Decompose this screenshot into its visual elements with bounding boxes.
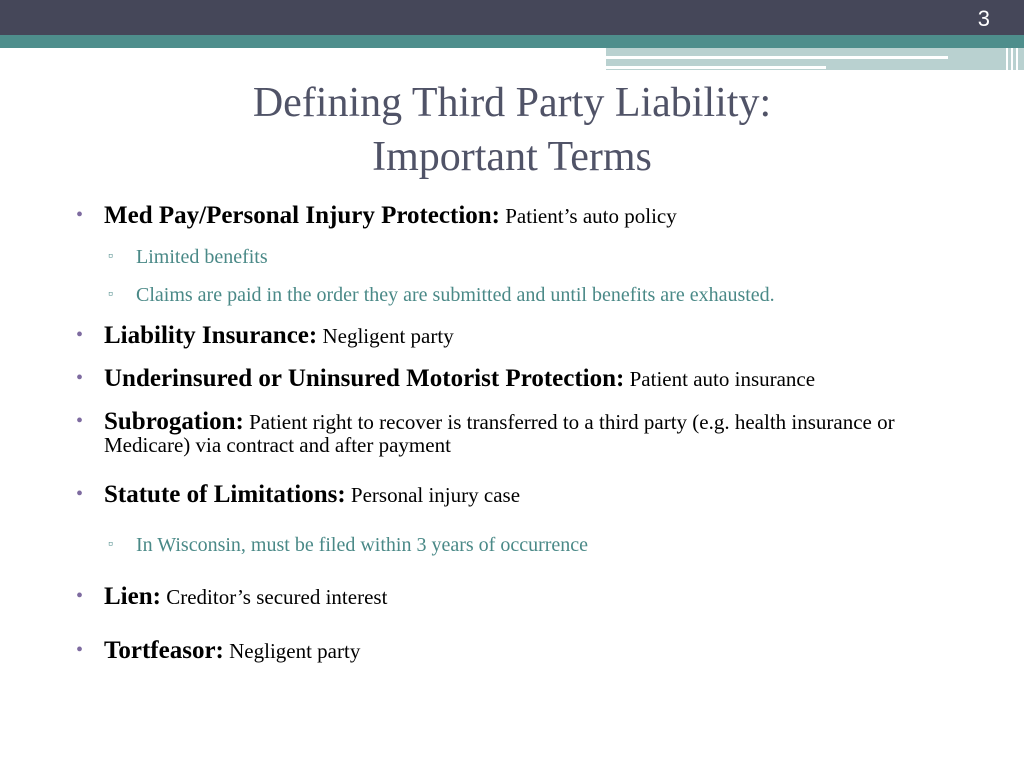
bullet-text: Negligent party [229,639,361,663]
bullet-text: Patient right to recover is transferred to a third party (e.g. health insurance or Medicare) via contract and after payment [104,410,895,457]
bullet-term: Tortfeasor: [104,637,224,664]
bullet-list [76,204,946,663]
bullet-lien [76,585,946,609]
header-teal-band [0,35,1024,48]
bullet-term: Underinsured or Uninsured Motorist Protection: [104,365,625,392]
bullet-marker: • [76,324,84,346]
bullet-marker: • [76,410,84,432]
header-stripe [1006,48,1008,70]
bullet-term: Statute of Limitations: [104,481,346,508]
bullet-term: Subrogation: [104,408,244,435]
bullet-term: Liability Insurance: [104,322,318,349]
header-accent-line [606,56,948,59]
sub-bullet-marker: ▫ [108,537,113,552]
slide-title-line-1: Defining Third Party Liability: [252,80,772,126]
bullet-marker: • [76,204,84,226]
bullet-liability-insurance [76,324,946,348]
bullet-statute-of-limitations [76,483,946,507]
bullet-term: Lien: [104,583,161,610]
bullet-marker: • [76,367,84,389]
bullet-tortfeasor [76,639,946,663]
sub-bullet-wisconsin [76,533,946,557]
slide-title [0,76,1024,184]
bullet-text: Patient’s auto policy [505,204,677,228]
sub-bullet-text: Limited benefits [136,246,268,268]
header-dark-band [0,0,1024,35]
bullet-text: Personal injury case [350,483,521,507]
sub-bullet-marker: ▫ [108,287,113,302]
slide-number: 3 [977,6,990,31]
sub-bullet-text: Claims are paid in the order they are submitted and until benefits are exhausted. [136,284,775,306]
sub-bullet-marker: ▫ [108,249,113,264]
bullet-marker: • [76,483,84,505]
slide-title-line-2: Important Terms [372,134,652,180]
bullet-text: Patient auto insurance [629,367,816,391]
bullet-term: Med Pay/Personal Injury Protection: [104,202,500,229]
bullet-subrogation [76,410,946,457]
bullet-text: Creditor’s secured interest [166,585,388,609]
bullet-underinsured-motorist [76,367,946,391]
sub-bullet-claims-order [76,283,946,307]
bullet-marker: • [76,585,84,607]
header-stripe [1016,48,1018,70]
sub-bullet-text: In Wisconsin, must be filed within 3 years of occurrence [136,534,589,556]
header-accent-line [606,66,826,69]
sub-bullet-limited-benefits [76,245,946,269]
bullet-marker: • [76,639,84,661]
bullet-text: Negligent party [322,324,454,348]
header-stripe [1011,48,1013,70]
bullet-med-pay [76,204,946,228]
